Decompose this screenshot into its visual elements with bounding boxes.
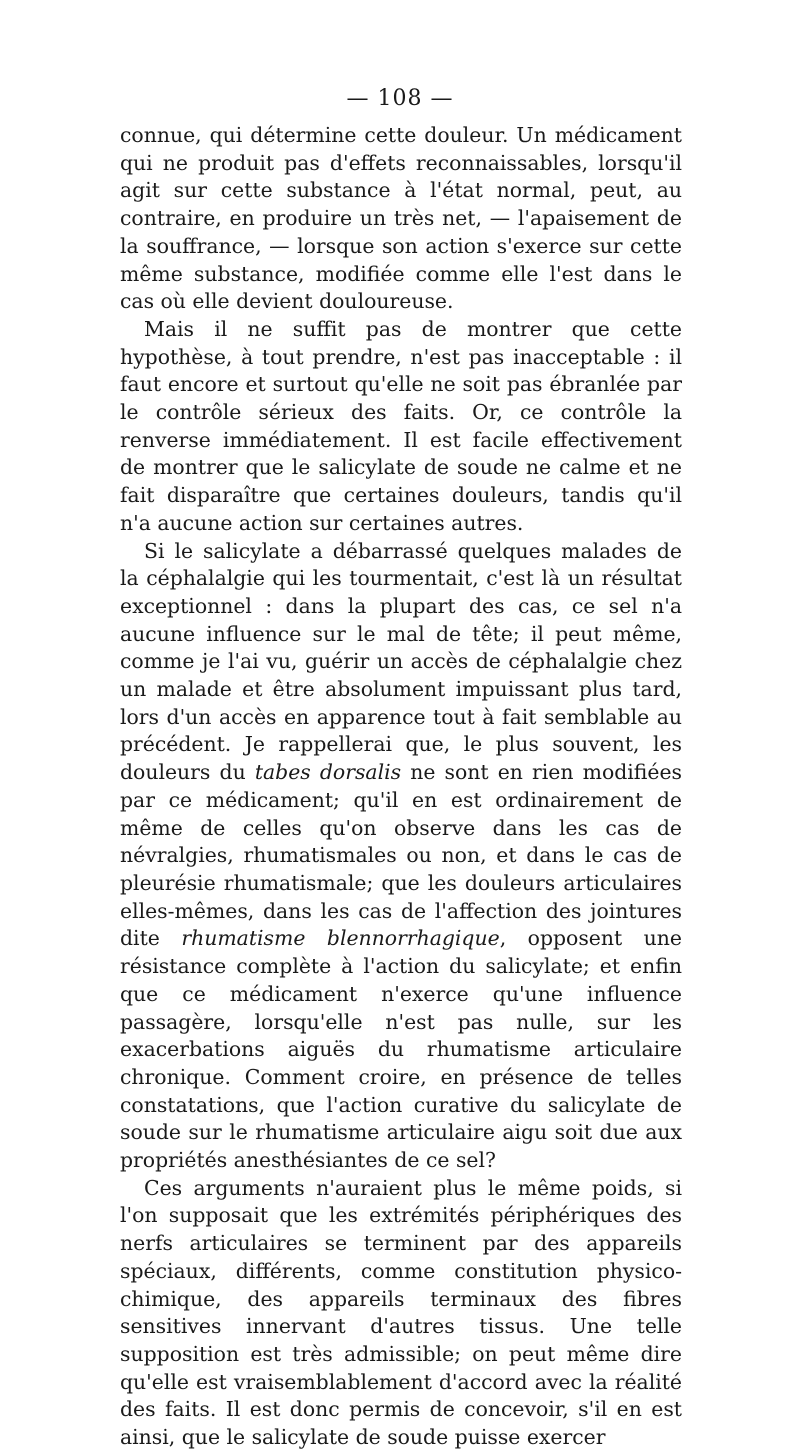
paragraph-2: Mais il ne suffit pas de montrer que cette hypothèse, à tout prendre, n'est pas inacceptable : il faut encore et surtout qu'elle ne soit pas ébranlée par le contrôle sérieux des faits. Or, ce contrôle la renverse immédiatement. Il est facile effectivement de montrer que le salicylate de soude ne calme et ne fait disparaître que certaines douleurs, tandis qu'il n'a aucune action sur certaines autres. [120,316,682,535]
page-number: — 108 — [346,86,454,111]
paragraph-1: connue, qui détermine cette douleur. Un médicament qui ne produit pas d'effets reconnaissables, lorsqu'il agit sur cette substance à l'état normal, peut, au contraire, en produire un très net, — l'apaisement de la souffrance, — lorsque son action s'exerce sur cette même substance, modifiée comme elle l'est dans le cas où elle devient douloureuse. [120,123,682,314]
paragraph-3-part-c: , opposent une résistance complète à l'action du salicylate; et enfin que ce médicament n'exerce qu'une influence passagère, lorsqu'elle n'est pas nulle, sur les exacerbations aiguës du rhumatisme articulaire chronique. Comment croire, en présence de telles constatations, que l'action curative du salicylate de soude sur le rhumatisme articulaire aigu soit due aux propriétés anesthésiantes de ce sel? [120,926,682,1173]
paragraph-3-part-b: ne sont en rien modifiées par ce médicament; qu'il en est ordinairement de même de celles qu'on observe dans les cas de névralgies, rhumatismales ou non, et dans le cas de pleurésie rhumatismale; que les douleurs articulaires elles-mêmes, dans les cas de l'affection des jointures dite [120,760,683,951]
paragraph-3 [120,538,682,1175]
paragraph-3-part-a: Si le salicylate a débarrassé quelques malades de la céphalalgie qui les tourmentait, c'est là un résultat exceptionnel : dans la plupart des cas, ce sel n'a aucune influence sur le mal de tête; il peut même, comme je l'ai vu, guérir un accès de céphalalgie chez un malade et être absolument impuissant plus tard, lors d'un accès en apparence tout à fait semblable au précédent. Je rappellerai que, le plus souvent, les douleurs du [120,538,682,785]
italic-tabes-dorsalis: tabes dorsalis [254,760,402,785]
paragraph-4: Ces arguments n'auraient plus le même poids, si l'on supposait que les extrémités périphériques des nerfs articulaires se terminent par des appareils spéciaux, différents, comme constitution physico-chimique, des appareils terminaux des fibres sensitives innervant d'autres tissus. Une telle supposition est très admissible; on peut même dire qu'elle est vraisemblablement d'accord avec la réalité des faits. Il est donc permis de concevoir, s'il en est ainsi, que le salicylate de soude puisse exercer [120,1175,682,1450]
body-text [120,122,682,1452]
italic-rhumatisme-blennorrhagique: rhumatisme blennorrhagique [181,926,500,951]
